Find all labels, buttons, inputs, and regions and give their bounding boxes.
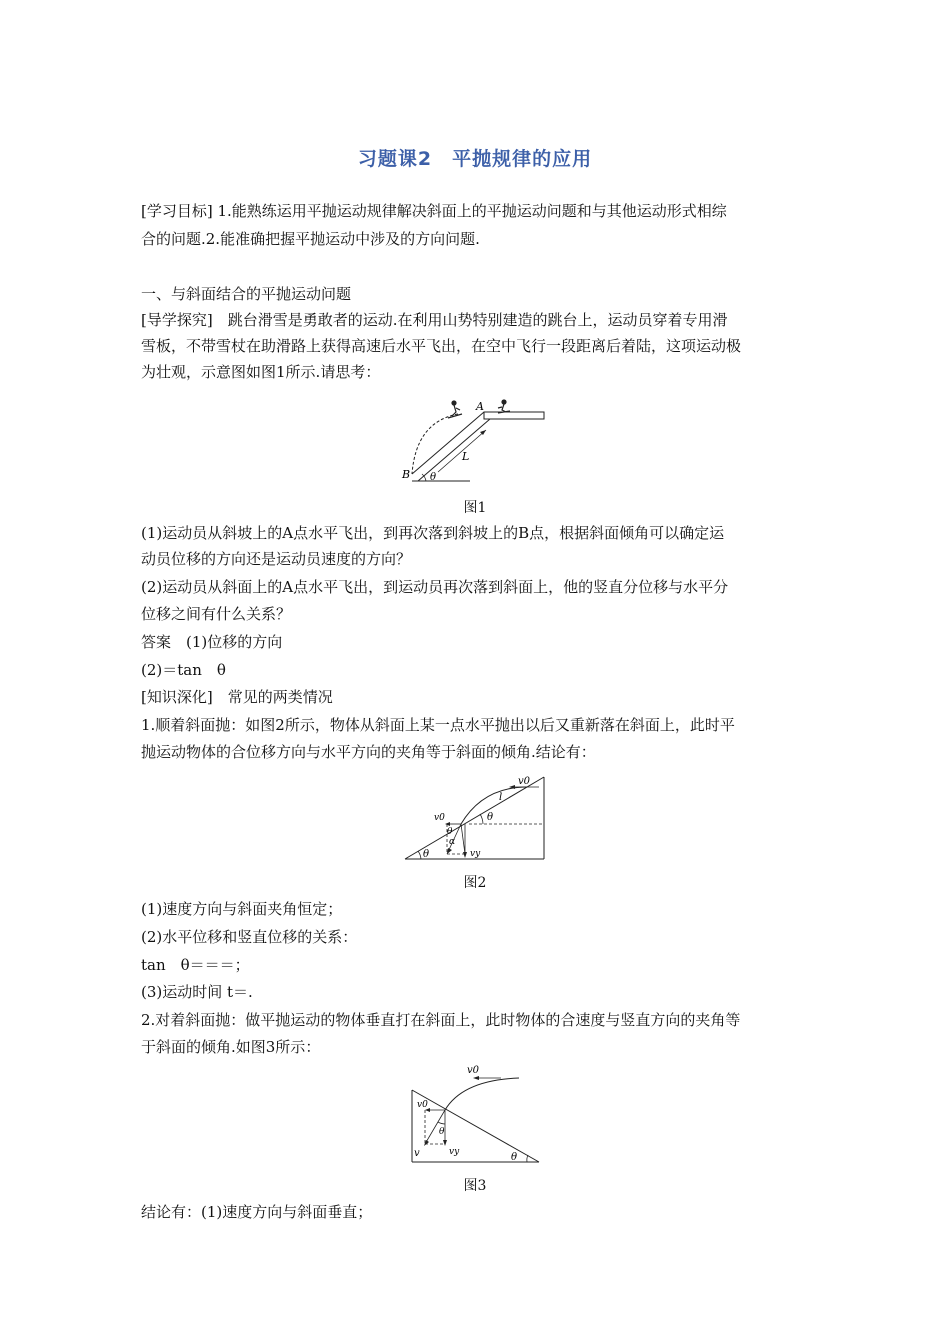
fig2-label-theta-base: θ bbox=[423, 849, 430, 860]
answer-line-2: (2)＝tan θ bbox=[141, 661, 226, 679]
objectives-line-2: 合的问题.2.能准确把握平抛运动中涉及的方向问题. bbox=[141, 230, 480, 248]
fig1-label-l: L bbox=[462, 450, 470, 463]
question-2-line-1: (2)运动员从斜面上的A点水平飞出，到运动员再次落到斜面上，他的竖直分位移与水平分 bbox=[141, 578, 729, 596]
fig2-label-theta-mid: θ bbox=[487, 812, 494, 823]
guide-line-2: 雪板，不带雪杖在助滑路上获得高速后水平飞出，在空中飞行一段距离后着陆，这项运动极 bbox=[141, 337, 742, 355]
figure-1-ski-jump bbox=[398, 394, 548, 486]
fig1-label-b: B bbox=[402, 468, 411, 481]
fig1-label-theta: θ bbox=[430, 472, 437, 483]
fig3-label-theta-mid: θ bbox=[439, 1127, 445, 1137]
knowledge-item-1-line-2: 抛运动物体的合位移方向与水平方向的夹角等于斜面的倾角.结论有： bbox=[141, 743, 596, 761]
guide-line-3: 为壮观，示意图如图1所示.请思考： bbox=[141, 363, 381, 381]
conclusion-1: (1)速度方向与斜面夹角恒定； bbox=[141, 900, 343, 918]
fig3-label-v0-left: v0 bbox=[417, 1100, 428, 1110]
question-1-line-1: (1)运动员从斜坡上的A点水平飞出，到再次落到斜坡上的B点，根据斜面倾角可以确定运 bbox=[141, 524, 725, 542]
conclusion-4: (3)运动时间 t＝. bbox=[141, 983, 253, 1001]
fig3-label-v: v bbox=[414, 1148, 420, 1159]
figure-2-caption: 图2 bbox=[463, 875, 487, 891]
conclusion-2-1: 结论有：(1)速度方向与斜面垂直； bbox=[141, 1203, 373, 1221]
fig2-label-vy: vy bbox=[470, 849, 481, 859]
fig2-label-v0-left: v0 bbox=[434, 813, 445, 823]
fig3-label-vy: vy bbox=[449, 1147, 460, 1157]
figure-2-down-slope bbox=[403, 774, 549, 864]
fig3-label-theta-base: θ bbox=[511, 1152, 518, 1163]
figure-3-caption: 图3 bbox=[463, 1178, 487, 1194]
page-title: 习题课2 平抛规律的应用 bbox=[357, 148, 593, 170]
conclusion-2: (2)水平位移和竖直位移的关系： bbox=[141, 928, 358, 946]
fig2-label-theta-box: θ bbox=[447, 827, 453, 837]
fig2-label-alpha: α bbox=[449, 837, 456, 847]
fig2-label-l: l bbox=[499, 792, 503, 803]
objectives-line-1: [学习目标] 1.能熟练运用平抛运动规律解决斜面上的平抛运动问题和与其他运动形式相综 bbox=[141, 202, 727, 220]
guide-line-1: [导学探究] 跳台滑雪是勇敢者的运动.在利用山势特别建造的跳台上，运动员穿着专用滑 bbox=[141, 311, 728, 329]
figure-3-against-slope bbox=[405, 1060, 545, 1166]
item-2-line-1: 2.对着斜面抛：做平抛运动的物体垂直打在斜面上，此时物体的合速度与竖直方向的夹角等 bbox=[141, 1011, 741, 1029]
conclusion-3: tan θ＝＝＝； bbox=[141, 956, 250, 974]
figure-1-caption: 图1 bbox=[463, 500, 487, 516]
section-heading: 一、与斜面结合的平抛运动问题 bbox=[141, 285, 352, 303]
fig2-label-v0-top: v0 bbox=[518, 776, 531, 787]
fig1-label-a: A bbox=[476, 400, 484, 413]
question-1-line-2: 动员位移的方向还是运动员速度的方向？ bbox=[141, 550, 412, 568]
knowledge-item-1-line-1: 1.顺着斜面抛：如图2所示，物体从斜面上某一点水平抛出以后又重新落在斜面上，此时平 bbox=[141, 716, 735, 734]
item-2-line-2: 于斜面的倾角.如图3所示： bbox=[141, 1038, 321, 1056]
question-2-line-2: 位移之间有什么关系？ bbox=[141, 605, 292, 623]
answer-line-1: 答案 (1)位移的方向 bbox=[141, 633, 283, 651]
fig3-label-v0-top: v0 bbox=[467, 1065, 480, 1076]
knowledge-heading: [知识深化] 常见的两类情况 bbox=[141, 688, 333, 706]
